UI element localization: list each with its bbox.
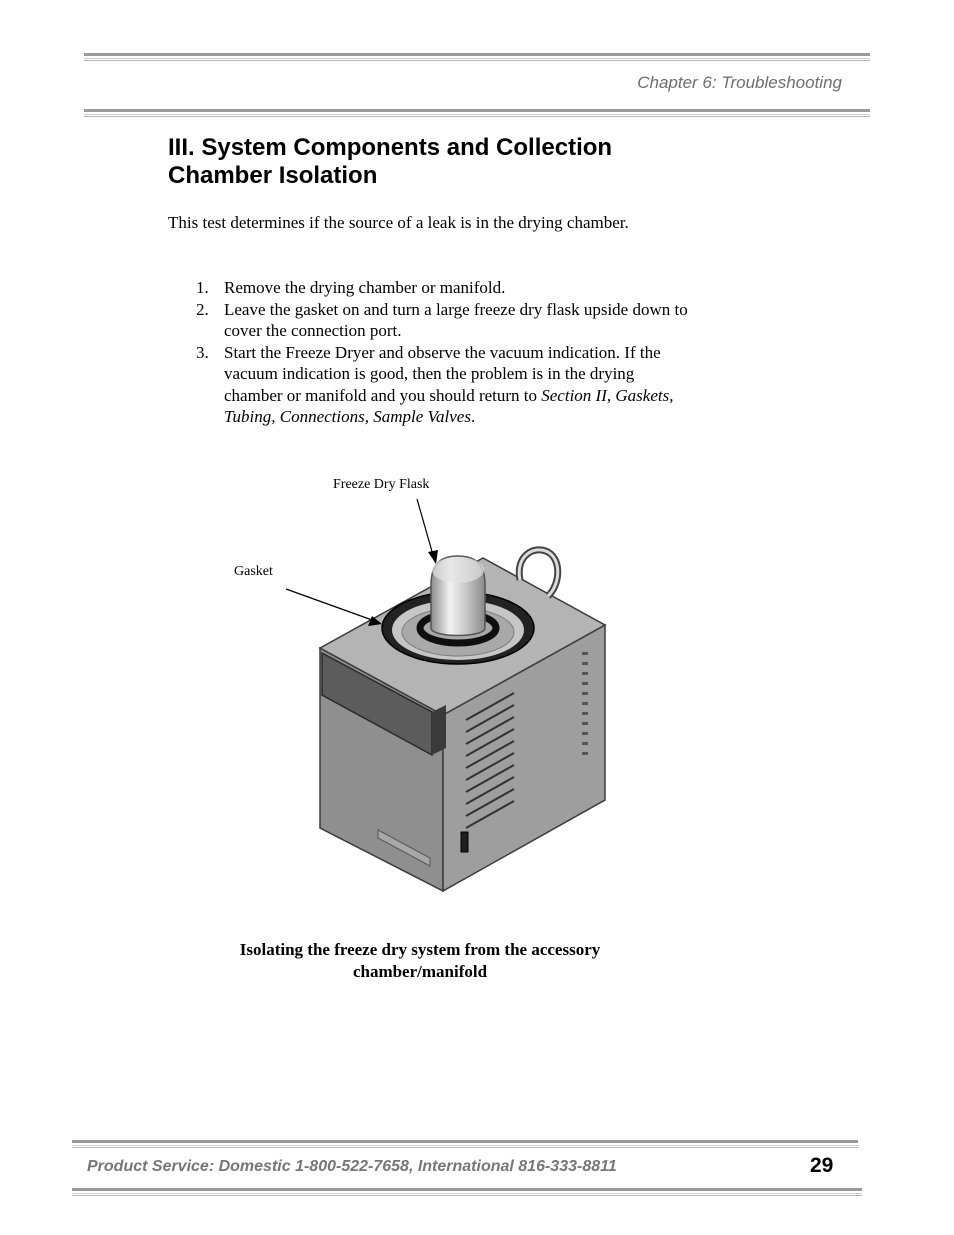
page-number: 29 — [810, 1154, 834, 1177]
step-number: 3. — [196, 342, 209, 362]
gasket-callout-arrow — [286, 589, 382, 626]
step-text: Start the Freeze Dryer and observe the vacuum indication. If the vacuum indication is good, then the problem is in the drying chamber or manifold and you should return to — [224, 342, 661, 405]
step-text: Remove the drying chamber or manifold. — [224, 278, 506, 297]
footer-top-rule — [72, 1140, 858, 1148]
step-number: 1. — [196, 278, 209, 297]
gasket-callout-label: Gasket — [234, 564, 273, 579]
step-number: 2. — [196, 299, 209, 319]
footer-bottom-rule — [72, 1188, 862, 1196]
chapter-running-head: Chapter 6: Troubleshooting — [637, 73, 842, 92]
footer-contact: Product Service: Domestic 1-800-522-7658, International 816-333-8811 — [87, 1158, 617, 1175]
step-text-end: . — [470, 407, 476, 426]
figure-caption: Isolating the freeze dry system from the accessory chamber/manifold — [239, 940, 601, 981]
section-heading: III. System Components and Collection Chamber Isolation — [168, 134, 613, 189]
step-text: Leave the gasket on and turn a large freeze dry flask upside down to cover the connection port. — [224, 299, 688, 340]
section-reference: Section II, Gaskets, Tubing, Connections, Sample Valves — [224, 385, 674, 426]
intro-paragraph: This test determines if the source of a leak is in the drying chamber. — [168, 213, 629, 232]
flask-callout-label: Freeze Dry Flask — [333, 477, 430, 492]
flask-callout-arrow — [417, 499, 438, 564]
front-panel-bezel — [432, 705, 446, 755]
power-switch — [461, 832, 468, 852]
